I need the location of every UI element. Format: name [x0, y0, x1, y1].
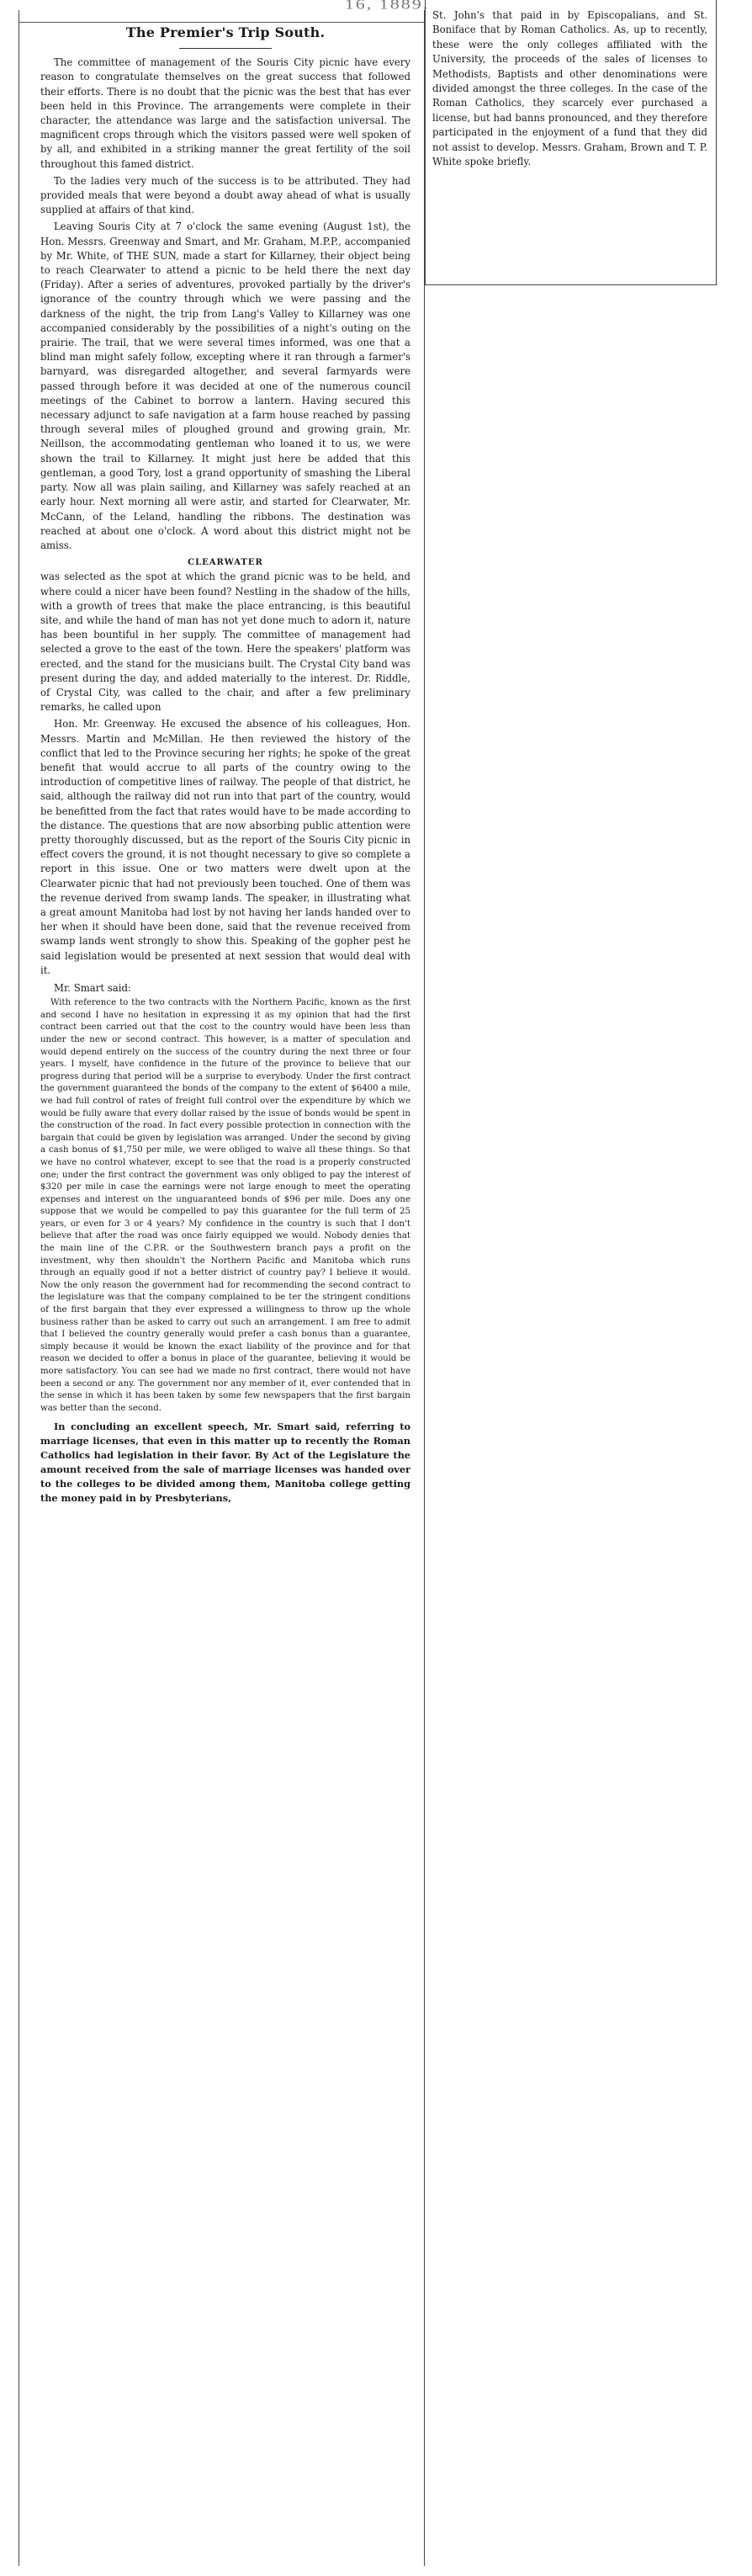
speaker-smart: Mr. Smart said:: [54, 982, 131, 994]
continuation-paragraph: St. John's that paid in by Episcopalians, and St. Boniface that by Roman Catholics. As, up to recently, these were the only colleges affiliated with the University, the proceeds of the sales of licenses to Methodists, Baptists and other denominations were divided amongst the three colleges. In the case of the Roman Catholics, they scarcely ever purchased a license, but had banns pronounced, and they therefore participated in the enjoyment of a fund that they did not assist to develop. Messrs. Graham, Brown and T. P. White spoke briefly.: [432, 9, 707, 168]
article-paragraph: To the ladies very much of the success is to be attributed. They had provided meals that were beyond a doubt away ahead of what is usually supplied at affairs of that kind.: [40, 174, 410, 216]
article-paragraph: Leaving Souris City at 7 o'clock the same evening (August 1st), the Hon. Messrs. Greenway and Smart, and Mr. Graham, M.P.P., accompanied by Mr. White, of THE SUN, made a start for Killarney, their object being to reach Clearwater to attend a picnic to be held there the next day (Friday). After a series of adventures, provoked partially by the driver's ignorance of the country through which we were passing and the darkness of the night, the trip from Lang's Valley to Killarney was one accompanied considerably by the possibilities of a night's outing on the prairie. The trail, that we were several times informed, was one that a blind man might safely follow, excepting where it ran through a farmer's barnyard, was disregarded altogether, and several farmyards were passed through before it was decided at one of the numerous council meetings of the Cabinet to borrow a lantern. Having secured this necessary adjunct to safe navigation at a farm house reached by passing through several miles of ploughed ground and growing grain, Mr. Neillson, the accommodating gentleman who loaned it to us, we were shown the trail to Killarney. It might just here be added that this gentleman, a good Tory, lost a grand opportunity of smashing the Liberal party. Now all was plain sailing, and Killarney was safely reached at an early hour. Next morning all were astir, and started for Clearwater, Mr. McCann, of the Leland, handling the ribbons. The destination was reached at about one o'clock. A word about this district might not be amiss.: [40, 220, 410, 551]
clipping-top-rule: [19, 22, 424, 23]
closing-paragraph: In concluding an excellent speech, Mr. Smart said, referring to marriage licenses, that even in this matter up to recently the Roman Catholics had legislation in their favor. By Act of the Legislature the amount received from the sale of marriage licenses was handed over to the colleges to be divided among them, Manitoba college getting the money paid in by Presbyterians,: [40, 1421, 410, 1505]
article-paragraph: The committee of management of the Souris City picnic have every reason to congratulate themselves on the great success that followed their efforts. There is no doubt that the picnic was the best that has ever been held in this Province. The arrangements were complete in their character, the attendance was large and the satisfaction universal. The magnificent crops through which the visitors passed were well spoken of by all, and exhibited in a striking manner the great fertility of the soil throughout this famed district.: [40, 56, 410, 170]
article-paragraph: Hon. Mr. Greenway. He excused the absence of his colleagues, Hon. Messrs. Martin and McMillan. He then reviewed the history of the conflict that led to the Province securing her rights; he spoke of the great benefit that would accrue to all parts of the country owing to the introduction of competitive lines of railway. The people of that district, he said, although the railway did not run into that part of the country, would be benefitted from the fact that rates would have to be made according to the distance. The questions that are now absorbing public attention were pretty thoroughly discussed, but as the report of the Souris City picnic in effect covers the ground, it is not thought necessary to give so complete a report in this issue. One or two matters were dwelt upon at the Clearwater picnic that had not previously been touched. One of them was the revenue derived from swamp lands. The speaker, in illustrating what a great amount Manitoba had lost by not having her lands handed over to her when it should have been done, said that the revenue received from swamp lands went strongly to show this. Speaking of the gopher pest he said legislation would be presented at next session that would deal with it.: [40, 718, 410, 976]
article-column-left: [40, 25, 410, 1508]
smart-speech-quote: With reference to the two contracts with the Northern Pacific, known as the first and second I have no hesitation in expressing it as my opinion that had the first contract been carried out that the cost to the country would have been less than under the new or second contract. This however, is a matter of speculation and would depend entirely on the success of the country during the next three or four years. I myself, have confidence in the future of the province to believe that our progress during that period will be a surprise to everybody. Under the first contract the government guaranteed the bonds of the company to the extent of $6400 a mile, we had full control of rates of freight full control over the expenditure by which we would be fully aware that every dollar raised by the issue of bonds would be spent in the construction of the road. In fact every possible protection in connection with the bargain that could be given by legislation was arranged. Under the second by giving a cash bonus of $1,750 per mile, we were obliged to waive all these things. So that we have no control whatever, except to see that the road is a properly constructed one; under the first contract the government was only obliged to pay the interest of $320 per mile in case the earnings were not large enough to meet the operating expenses and interest on the unguaranteed bonds of $96 per mile. Does any one suppose that we would be compelled to pay this guarantee for the full term of 25 years, or even for 3 or 4 years? My confidence in the country is such that I don't believe that after the road was once fairly equipped we would. Nobody denies that the main line of the C.P.R. or the Southwestern branch pays a profit on the investment, why then shouldn't the Northern Pacific and Manitoba which runs through an equally good if not a better district of country pay? I believe it would. Now the only reason the government had for recommending the second contract to the legislature was that the company complained to be ter the stringent conditions of the first bargain that they ever expressed a willingness to throw up the whole business rather than be asked to carry out such an arrangement. I am free to admit that I believed the country generally would prefer a cash bonus than a guarantee, simply because it would be known the exact liability of the province and for that reason we decided to offer a bonus in place of the guarantee, believing it would be more satisfactory. You can see had we made no first contract, there would not have been a second or any. The government nor any member of it, ever contended that in the sense in which it has been taken by some few newspapers that the first bargain was better than the second.: [40, 998, 410, 1413]
article-paragraph: was selected as the spot at which the grand picnic was to be held, and where could a nicer have been found? Nestling in the shadow of the hills, with a growth of trees that make the place entrancing, is this beautiful site, and while the hand of man has not yet done much to adorn it, nature has been bountiful in her supply. The committee of management had selected a grove to the east of the town. Here the speakers' platform was erected, and the stand for the musicians built. The Crystal City band was present during the day, and added materially to the interest. Dr. Riddle, of Crystal City, was called to the chair, and after a few preliminary remarks, he called upon: [40, 571, 410, 714]
masthead-date-fragment: 16, 1889.: [344, 0, 430, 13]
subhead-clearwater: CLEARWATER: [188, 558, 263, 568]
article-headline: The Premier's Trip South.: [125, 24, 326, 40]
headline-rule: [179, 48, 272, 49]
article-column-right: [432, 8, 707, 172]
